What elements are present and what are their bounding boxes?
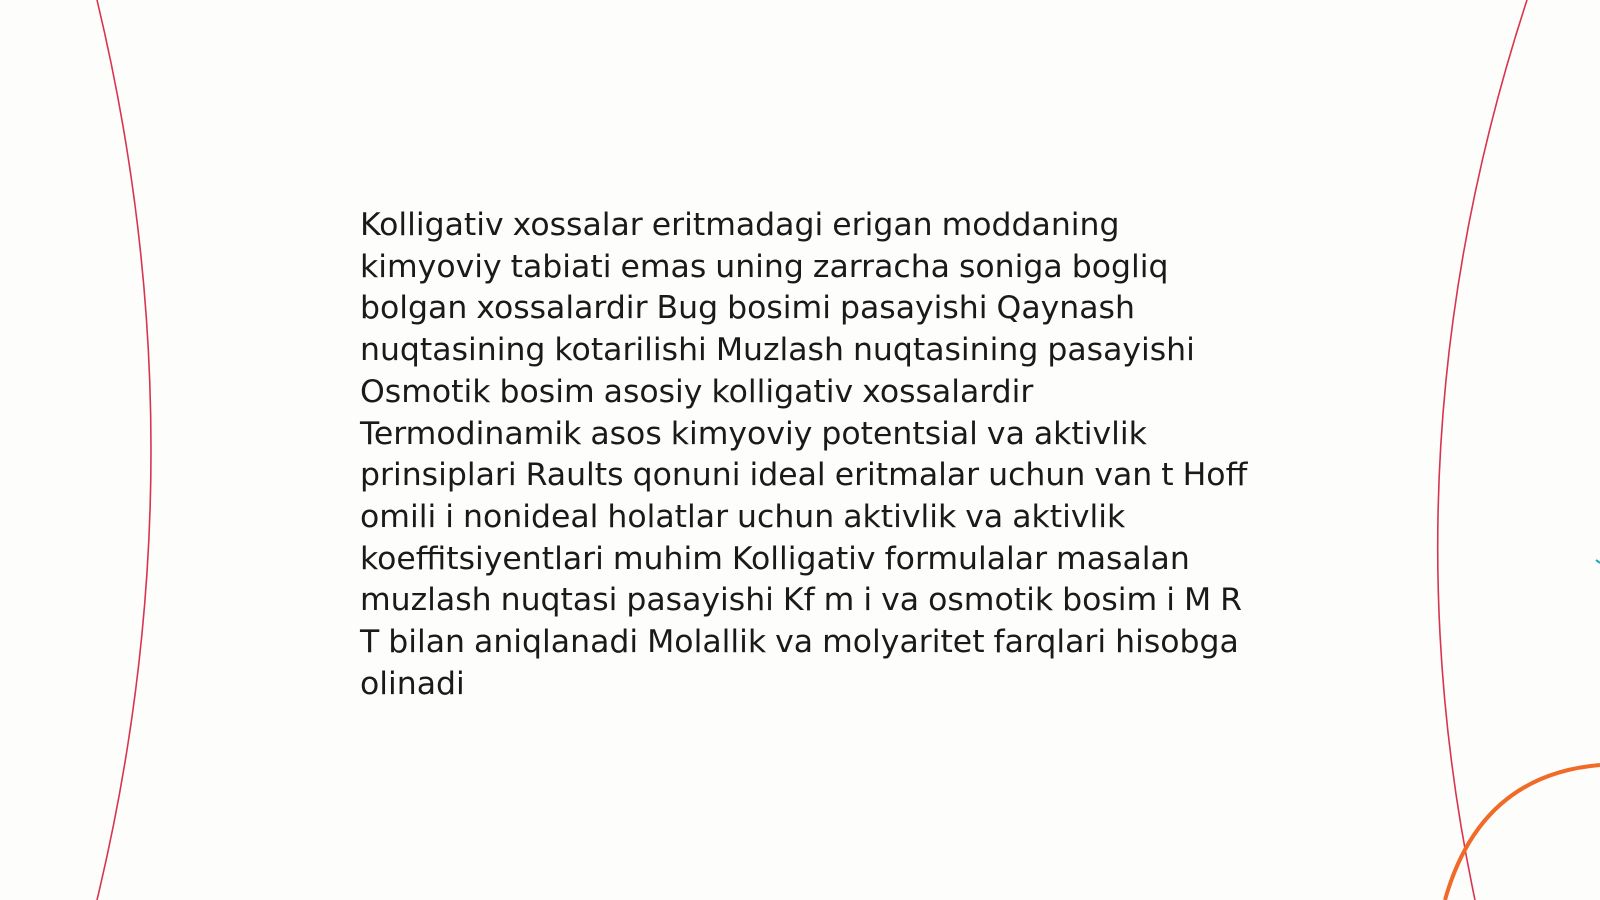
left-curve bbox=[97, 0, 151, 900]
teal-accent bbox=[1596, 560, 1600, 563]
right-curve bbox=[1438, 0, 1527, 900]
orange-arc bbox=[1445, 765, 1600, 900]
slide-body-text: Kolligativ xossalar eritmadagi erigan moddaning kimyoviy tabiati emas uning zarracha soniga bogliq bolgan xossalardir Bug bosimi pasayishi Qaynash nuqtasining kotarilishi Muzlash nuqtasining pasayishi Osmotik bosim asosiy kolligativ xossalardir Termodinamik asos kimyoviy potentsial va aktivlik prinsiplari Raults qonuni ideal eritmalar uchun van t Hoff omili i nonideal holatlar uchun aktivlik va aktivlik koeffitsiyentlari muhim Kolligativ formulalar masalan muzlash nuqtasi pasayishi Kf m i va osmotik bosim i M R T bilan aniqlanadi Molallik va molyaritet farqlari hisobga olinadi bbox=[360, 207, 1248, 702]
